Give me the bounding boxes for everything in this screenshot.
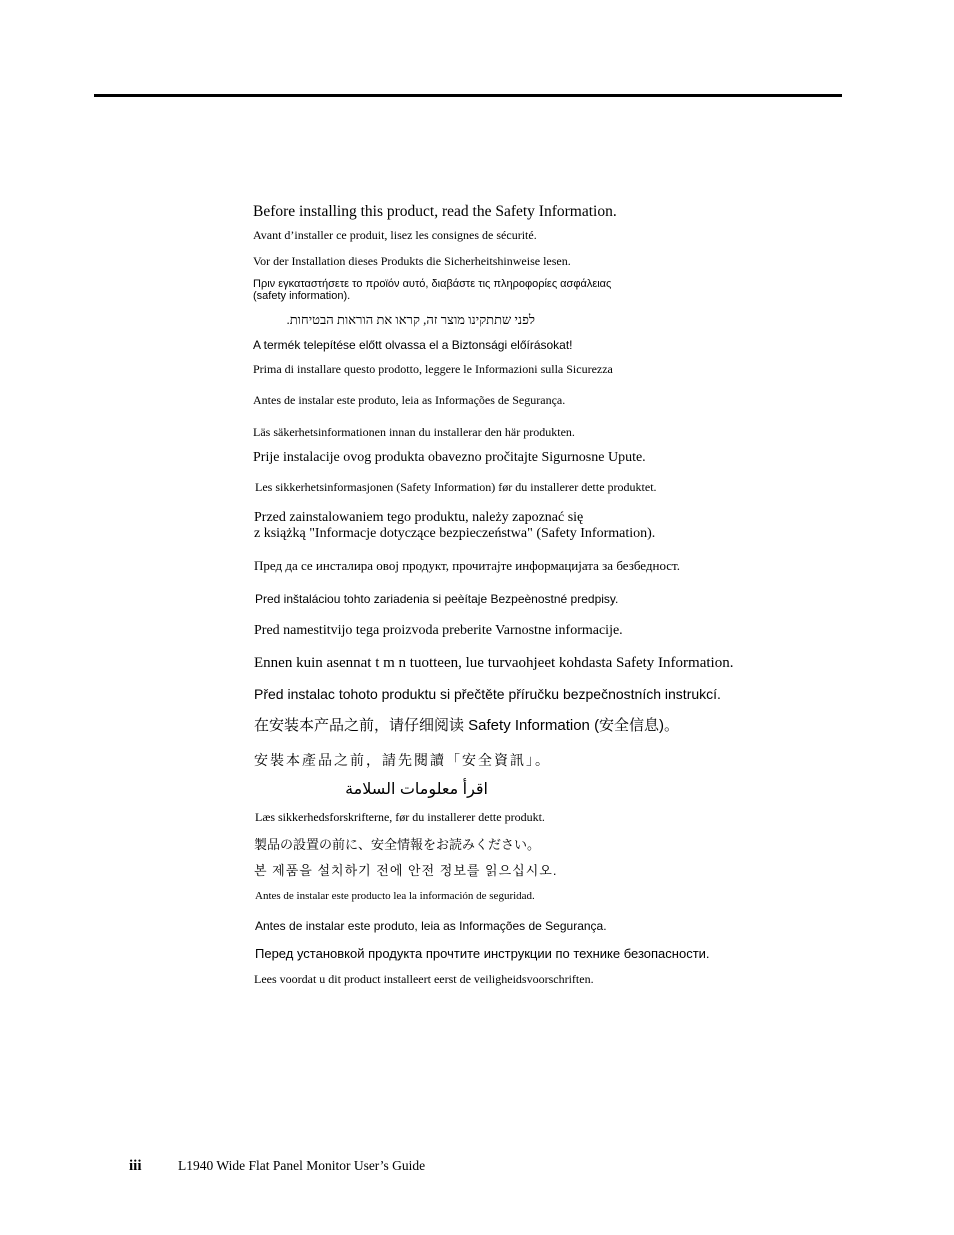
- safety-line-german: Vor der Installation dieses Produkts die Sicherheitshinweise lesen.: [253, 254, 571, 268]
- header-rule: [94, 94, 842, 97]
- safety-line-dutch: Lees voordat u dit product installeert eerst de veiligheidsvoorschriften.: [254, 972, 594, 986]
- safety-line-chinese-simplified: 在安装本产品之前，请仔细阅读 Safety Information (安全信息)。: [254, 717, 680, 734]
- safety-line-macedonian: Пред да се инсталира овој продукт, прочитајте информацијата за безбедност.: [254, 558, 680, 573]
- safety-line-hebrew: לפני שתתקינו מוצר זה, קראו את הוראות הבטיחות.: [286, 312, 535, 327]
- guide-title: L1940 Wide Flat Panel Monitor User’s Guide: [178, 1158, 426, 1173]
- safety-line-polish: Przed zainstalowaniem tego produktu, należy zapoznać się: [254, 510, 584, 525]
- safety-line-french: Avant d’installer ce produit, lisez les consignes de sécurité.: [253, 228, 537, 242]
- safety-line-portuguese-pt: Antes de instalar este produto, leia as Informações de Segurança.: [255, 919, 607, 933]
- safety-line-chinese-traditional: 安裝本產品之前，請先閱讀「安全資訊」。: [254, 754, 551, 769]
- safety-line-italian: Prima di installare questo prodotto, leggere le Informazioni sulla Sicurezza: [253, 362, 613, 376]
- safety-line-greek: Πριν εγκαταστήσετε το προϊόν αυτό, διαβάστε τις πληροφορίες ασφάλειας: [253, 278, 612, 290]
- safety-line-portuguese-br: Antes de instalar este produto, leia as Informações de Segurança.: [253, 393, 566, 407]
- safety-line-danish: Læs sikkerhedsforskrifterne, før du installerer dette produkt.: [255, 810, 545, 824]
- safety-line-croatian: Prije instalacije ovog produkta obavezno pročitajte Sigurnosne Upute.: [253, 450, 646, 465]
- safety-line-english: Before installing this product, read the Safety Information.: [253, 203, 617, 220]
- safety-line-spanish: Antes de instalar este producto lea la información de seguridad.: [255, 890, 535, 902]
- safety-line-norwegian: Les sikkerhetsinformasjonen (Safety Information) før du installerer dette produktet.: [255, 480, 657, 494]
- safety-line-arabic: اقرأ معلومات السلامة: [345, 781, 488, 798]
- safety-line-czech: Před instalac tohoto produktu si přečtěte příručku bezpečnostních instrukcí.: [254, 686, 721, 702]
- safety-line-swedish: Läs säkerhetsinformationen innan du installerar den här produkten.: [253, 425, 575, 439]
- safety-line-slovak: Pred inštaláciou tohto zariadenia si peèítaje Bezpeènostné predpisy.: [255, 592, 619, 606]
- safety-line-korean: 본 제품을 설치하기 전에 안전 정보를 읽으십시오.: [254, 863, 558, 878]
- safety-line-slovenian: Pred namestitvijo tega proizvoda preberite Varnostne informacije.: [254, 623, 623, 638]
- safety-line-greek-cont: (safety information).: [253, 290, 351, 302]
- safety-line-russian: Перед установкой продукта прочтите инструкции по технике безопасности.: [255, 946, 710, 961]
- safety-line-hungarian: A termék telepítése előtt olvassa el a Biztonsági előírásokat!: [253, 338, 573, 352]
- safety-line-finnish: Ennen kuin asennat t m n tuotteen, lue turvaohjeet kohdasta Safety Information.: [254, 655, 734, 671]
- safety-line-polish-cont: z książką "Informacje dotyczące bezpieczeństwa" (Safety Information).: [254, 526, 656, 541]
- safety-line-japanese: 製品の設置の前に、安全情報をお読みください。: [254, 837, 541, 852]
- page-number: iii: [129, 1158, 142, 1174]
